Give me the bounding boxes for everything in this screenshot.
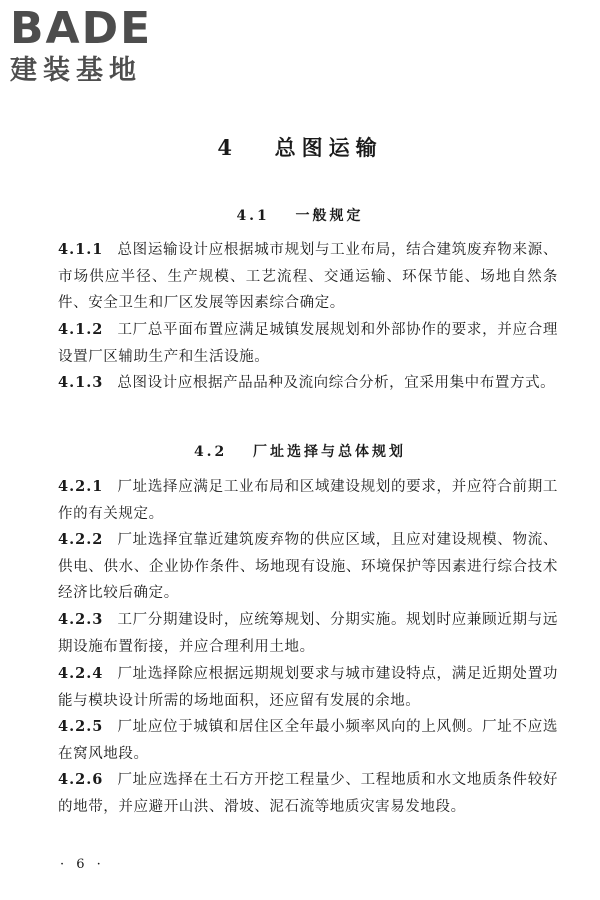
section-title: 一般规定: [295, 208, 364, 224]
page-number: · 6 ·: [60, 857, 105, 872]
clause-text: 厂址选择宜靠近建筑废弃物的供应区域，且应对建设规模、物流、供电、供水、企业协作条件、场地现有设施、环境保护等因素进行综合技术经济比较后确定。: [58, 532, 558, 601]
section-heading-4-1: [0, 205, 600, 225]
chapter-number: 4: [217, 135, 238, 160]
section-number: 4.1: [236, 208, 270, 224]
section-number: 4.2: [193, 444, 228, 460]
clause-4-2-3: [58, 607, 558, 660]
logo: [10, 3, 153, 88]
clause-4-1-3: [58, 370, 558, 397]
clause-4-2-2: [58, 527, 558, 607]
clause-4-2-1: [58, 474, 558, 527]
clause-number: 4.1.3: [58, 374, 104, 391]
clause-text: 厂址应位于城镇和居住区全年最小频率风向的上风侧。厂址不应选在窝风地段。: [58, 719, 558, 762]
clause-text: 厂址应选择在土石方开挖工程量少、工程地质和水文地质条件较好的地带，并应避开山洪、滑坡、泥石流等地质灾害易发地段。: [58, 772, 558, 815]
clause-number: 4.2.3: [58, 611, 104, 628]
chapter-title: 总图运输: [274, 135, 383, 160]
clause-text: 总图设计应根据产品品种及流向综合分析，宜采用集中布置方式。: [117, 375, 556, 391]
clause-4-1-2: [58, 317, 558, 370]
clause-4-2-5: [58, 714, 558, 767]
clause-number: 4.2.5: [58, 718, 104, 735]
clause-4-1-1: [58, 237, 558, 317]
clause-number: 4.1.2: [58, 321, 104, 338]
chapter-heading: [0, 132, 600, 162]
section-title: 厂址选择与总体规划: [253, 444, 407, 460]
clause-4-2-6: [58, 767, 558, 820]
clause-number: 4.1.1: [58, 241, 104, 258]
clause-number: 4.2.4: [58, 665, 104, 682]
clause-number: 4.2.2: [58, 531, 104, 548]
section-heading-4-2: [0, 441, 600, 461]
clause-4-2-4: [58, 661, 558, 714]
clause-text: 工厂分期建设时，应统筹规划、分期实施。规划时应兼顾近期与远期设施布置衔接，并应合理利用土地。: [58, 612, 558, 655]
logo-mark: BADE: [10, 3, 153, 54]
clause-number: 4.2.6: [58, 771, 104, 788]
logo-subtitle: 建装基地: [10, 55, 142, 86]
clause-text: 总图运输设计应根据城市规划与工业布局，结合建筑废弃物来源、市场供应半径、生产规模、工艺流程、交通运输、环保节能、场地自然条件、安全卫生和厂区发展等因素综合确定。: [58, 242, 558, 311]
clause-number: 4.2.1: [58, 478, 104, 495]
clause-text: 工厂总平面布置应满足城镇发展规划和外部协作的要求，并应合理设置厂区辅助生产和生活设施。: [58, 322, 558, 365]
clause-text: 厂址选择除应根据远期规划要求与城市建设特点，满足近期处置功能与模块设计所需的场地面积，还应留有发展的余地。: [58, 666, 558, 709]
clause-text: 厂址选择应满足工业布局和区域建设规划的要求，并应符合前期工作的有关规定。: [58, 479, 558, 522]
